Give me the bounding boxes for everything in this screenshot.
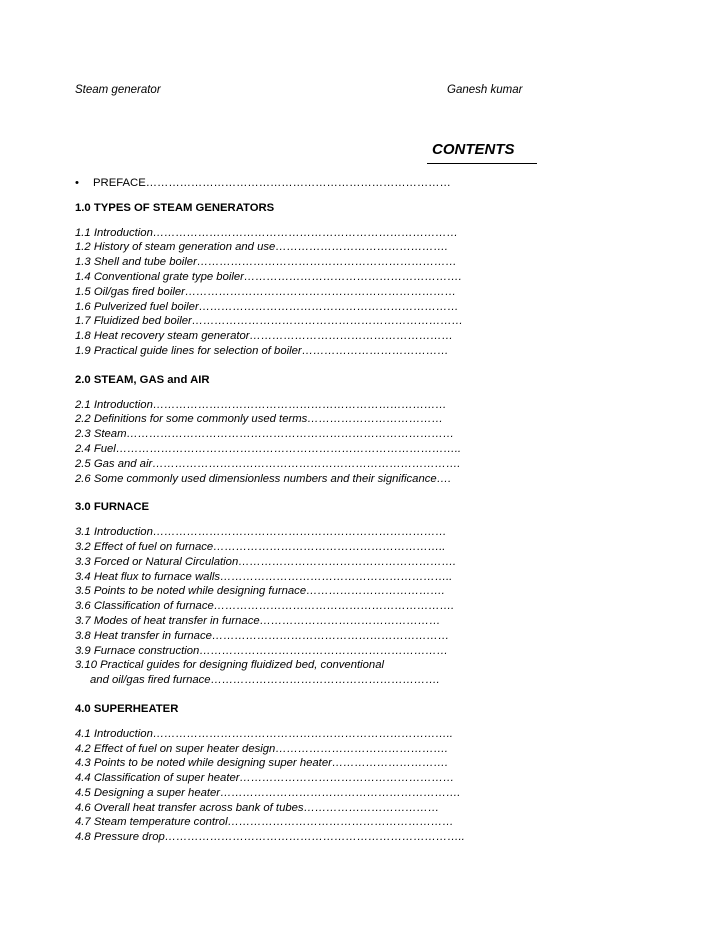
toc-entry-3-6[interactable]: 3.6 Classification of furnace………………………………………………………. xyxy=(75,600,455,613)
toc-entry-4-2[interactable]: 4.2 Effect of fuel on super heater design………………………………………. xyxy=(75,742,448,755)
toc-entry-2-1[interactable]: 2.1 Introduction…………………………………………………………………… xyxy=(75,398,447,411)
toc-entry-4-6[interactable]: 4.6 Overall heat transfer across bank of tubes……………………………… xyxy=(75,801,440,814)
toc-entry-3-2[interactable]: 3.2 Effect of fuel on furnace…………………………………………………….. xyxy=(75,540,446,553)
toc-entry-1-6[interactable]: 1.6 Pulverized fuel boiler…………………………………………………………… xyxy=(75,300,459,313)
section-heading-4: 4.0 SUPERHEATER xyxy=(75,702,179,715)
toc-entry-1-7[interactable]: 1.7 Fluidized bed boiler……………………………………………………………… xyxy=(75,315,463,328)
toc-preface-label: PREFACE……………………………………………………………………… xyxy=(93,177,451,189)
toc-entry-2-3[interactable]: 2.3 Steam…………………………………………………………………………… xyxy=(75,428,455,441)
contents-title: CONTENTS xyxy=(432,141,515,158)
toc-preface[interactable] xyxy=(75,176,515,191)
section-heading-1: 1.0 TYPES OF STEAM GENERATORS xyxy=(75,201,275,214)
toc-entry-2-2[interactable]: 2.2 Definitions for some commonly used terms……………………………… xyxy=(75,413,443,426)
toc-entry-3-5[interactable]: 3.5 Points to be noted while designing furnace………………………………. xyxy=(75,585,445,598)
toc-entry-1-3[interactable]: 1.3 Shell and tube boiler…………………………………………………………… xyxy=(75,256,457,269)
toc-entry-3-3[interactable]: 3.3 Forced or Natural Circulation…………………………………………………. xyxy=(75,555,457,568)
toc-entry-3-1[interactable]: 3.1 Introduction…………………………………………………………………… xyxy=(75,526,447,539)
toc-entry-2-4[interactable]: 2.4 Fuel……………………………………………………………………………….. xyxy=(75,442,462,455)
toc-entry-1-8[interactable]: 1.8 Heat recovery steam generator……………………………………………… xyxy=(75,330,453,343)
toc-entry-3-10[interactable]: 3.10 Practical guides for designing fluidized bed, conventional xyxy=(75,659,384,672)
toc-entry-3-9[interactable]: 3.9 Furnace construction………………………………………………………… xyxy=(75,644,448,657)
toc-entry-2-6[interactable]: 2.6 Some commonly used dimensionless numbers and their significance…. xyxy=(75,472,452,485)
toc-entry-3-8[interactable]: 3.8 Heat transfer in furnace……………………………………………………… xyxy=(75,629,450,642)
contents-underline xyxy=(427,163,537,164)
toc-entry-2-5[interactable]: 2.5 Gas and air………………………………………………………………………. xyxy=(75,457,461,470)
bullet-icon: • xyxy=(75,177,79,189)
toc-entry-4-8[interactable]: 4.8 Pressure drop…………………………………………………………………….. xyxy=(75,831,465,844)
toc-entry-3-10-cont[interactable]: and oil/gas fired furnace……………………………………………………. xyxy=(90,674,440,687)
running-header-title: Steam generator xyxy=(75,84,161,96)
table-of-contents xyxy=(75,176,515,845)
toc-entry-4-4[interactable]: 4.4 Classification of super heater………………………………………………… xyxy=(75,772,455,785)
toc-entry-4-5[interactable]: 4.5 Designing a super heater………………………………………………………. xyxy=(75,786,461,799)
toc-entry-1-4[interactable]: 1.4 Conventional grate type boiler…………………………………………………. xyxy=(75,270,462,283)
toc-entry-3-7[interactable]: 3.7 Modes of heat transfer in furnace………………………………………… xyxy=(75,614,441,627)
section-heading-3: 3.0 FURNACE xyxy=(75,501,150,514)
toc-entry-1-1[interactable]: 1.1 Introduction……………………………………………………………………… xyxy=(75,226,458,239)
toc-entry-1-2[interactable]: 1.2 History of steam generation and use………………………………………. xyxy=(75,241,448,254)
toc-entry-4-1[interactable]: 4.1 Introduction…………………………………………………………………….. xyxy=(75,727,453,740)
section-heading-2: 2.0 STEAM, GAS and AIR xyxy=(75,373,210,386)
toc-entry-4-3[interactable]: 4.3 Points to be noted while designing super heater…………………………. xyxy=(75,757,448,770)
toc-entry-4-7[interactable]: 4.7 Steam temperature control…………………………………………………… xyxy=(75,816,454,829)
toc-entry-3-4[interactable]: 3.4 Heat flux to furnace walls…………………………………………………….. xyxy=(75,570,453,583)
toc-entry-1-9[interactable]: 1.9 Practical guide lines for selection of boiler………………………………… xyxy=(75,344,449,357)
running-header-author: Ganesh kumar xyxy=(447,84,523,96)
toc-entry-1-5[interactable]: 1.5 Oil/gas fired boiler……………………………………………………………… xyxy=(75,285,457,298)
